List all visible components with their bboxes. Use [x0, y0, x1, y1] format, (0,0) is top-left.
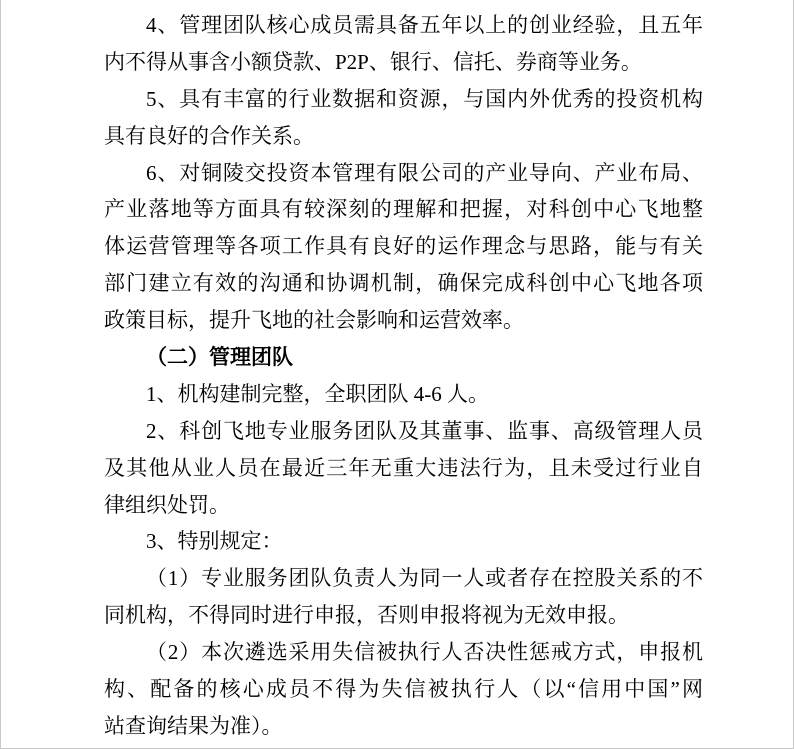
paragraph-clause-5 [104, 81, 703, 155]
text-line: 同机构，不得同时进行申报，否则申报将视为无效申报。 [104, 603, 629, 628]
text-line: 政策目标，提升飞地的社会影响和运营效率。 [104, 308, 524, 333]
text-line: 具有良好的合作关系。 [104, 123, 314, 148]
section-heading-management-team [104, 339, 703, 376]
document-body [1, 0, 793, 745]
text-line: （1）专业服务团队负责人为同一人或者存在控股关系的不 [146, 566, 703, 591]
paragraph-clause-1 [104, 376, 703, 413]
text-line: 部门建立有效的沟通和协调机制，确保完成科创中心飞地各项 [104, 271, 703, 296]
section-heading-text: （二）管理团队 [146, 345, 293, 370]
paragraph-clause-3 [104, 523, 703, 560]
text-line: 1、机构建制完整，全职团队 4-6 人。 [146, 381, 489, 406]
text-line: 3、特别规定： [146, 529, 283, 554]
text-line: 内不得从事含小额贷款、P2P、银行、信托、券商等业务。 [104, 49, 642, 74]
paragraph-special-rule-1 [104, 560, 703, 634]
paragraph-clause-2 [104, 413, 703, 524]
text-line: 5、具有丰富的行业数据和资源，与国内外优秀的投资机构 [146, 86, 703, 111]
text-line: 体运营管理等各项工作具有良好的运作理念与思路，能与有关 [104, 234, 703, 259]
paragraph-clause-6 [104, 155, 703, 339]
text-line: 构、配备的核心成员不得为失信被执行人（以“信用中国”网 [104, 677, 703, 702]
text-line: 2、科创飞地专业服务团队及其董事、监事、高级管理人员 [146, 418, 703, 443]
text-line: （2）本次遴选采用失信被执行人否决性惩戒方式，申报机 [146, 640, 703, 665]
paragraph-special-rule-2 [104, 634, 703, 745]
text-line: 及其他从业人员在最近三年无重大违法行为，且未受过行业自 [104, 455, 703, 480]
text-line: 6、对铜陵交投资本管理有限公司的产业导向、产业布局、 [146, 160, 703, 185]
text-line: 站查询结果为准）。 [104, 713, 283, 738]
text-line: 4、管理团队核心成员需具备五年以上的创业经验，且五年 [146, 13, 703, 37]
paragraph-clause-4 [104, 7, 703, 81]
text-line: 律组织处罚。 [104, 492, 230, 517]
text-line: 产业落地等方面具有较深刻的理解和把握，对科创中心飞地整 [104, 197, 703, 222]
